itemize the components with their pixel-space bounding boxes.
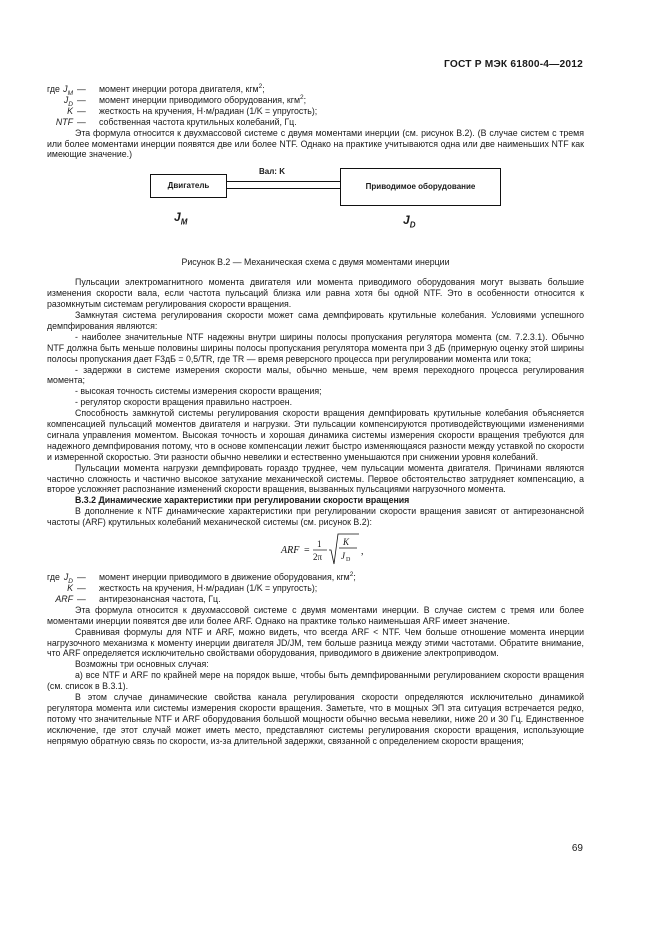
radical-den: J: [341, 551, 345, 562]
definition-text: жесткость на кручения, Н·м/радиан (1/K = упругость);: [99, 583, 318, 593]
definition-text: собственная частота крутильных колебаний, Гц.: [99, 116, 297, 127]
definition-row: [47, 594, 584, 605]
definition-text: момент инерции ротора двигателя, кгм$^2$;: [99, 83, 265, 94]
definition-text: антирезонансная частота, Гц.: [99, 593, 221, 604]
definition-dash: —: [77, 583, 86, 593]
definition-text: момент инерции приводимого в движение оборудования, кгм$^2$;: [99, 571, 356, 583]
paragraph: Возможны три основных случая:: [75, 659, 209, 670]
definition-dash: —: [77, 105, 86, 116]
paragraph: Способность замкнутой системы регулирования скорости вращения демпфировать крутильные колебания объясняется компенсацией пульсаций моментов двигателя и нагрузки. Эти пульсации компенсируются противодействующими изменениями сигнала управления моментом. Высокая точность и хорошая динамика системы измерения скорости вращения требуются для надежного демпфирования потому, что в основе компенсации лежит быстро изменяющаяся разности между уставкой по скорости и измеренной скоростью. Эти разности обычно невелики и естественно уменьшаются при снижении уровня колебаний.: [47, 408, 584, 462]
formula-lhs: ARF: [281, 545, 300, 557]
formula-num: 1: [317, 539, 322, 550]
arf-formula: [47, 528, 584, 572]
shaft-line: [227, 188, 340, 189]
definition-row: [47, 583, 584, 594]
load-inertia-label: $J_D$: [403, 213, 416, 230]
paragraph: Пульсации момента нагрузки демпфировать гораздо труднее, чем пульсации момента двигателя. Причинами являются частично сложность и частично высокое затухание механической системы. Первое обстоятельство затрудняет компенсацию, а второе усложняет распознание изменений скорости вращения, вызванных пульсациями нагрузочного момента.: [47, 462, 584, 495]
definition-row: где $J_M$ — момент инерции ротора двигателя, кгм$^2$;: [47, 84, 584, 95]
definition-dash: —: [77, 116, 86, 127]
definition-dash: —: [77, 94, 86, 105]
paragraph: Эта формула относится к двухмассовой системе с двумя моментами инерции. В случае систем с тремя или более моментами инерции появятся две или более ARF. Однако на практике только наименьшая ARF имеет значение.: [47, 604, 584, 626]
list-item: - высокая точность системы измерения скорости вращения;: [75, 386, 322, 397]
formula-den: 2π: [313, 552, 323, 563]
definition-text: жесткость на кручения, Н·м/радиан (1/K = упругость);: [99, 105, 318, 116]
formula-tail: ,: [361, 546, 364, 558]
definition-symbol: K: [67, 105, 73, 116]
figure-caption: Рисунок В.2 — Механическая схема с двумя моментами инерции: [181, 257, 450, 268]
definition-symbol: $J_D$: [63, 572, 73, 585]
shaft-line: [227, 181, 340, 182]
list-item: - задержки в системе измерения скорости малы, обычно меньше, чем время переходного процесса регулирования момента;: [47, 364, 584, 386]
definition-symbol: K: [67, 583, 73, 593]
definition-row: [47, 117, 584, 128]
paragraph: Сравнивая формулы для NTF и ARF, можно видеть, что всегда ARF < NTF. Чем больше отношение момента инерции нагрузочного механизма к моменту инерции двигателя JD/JM, тем больше разница между этими частотами. Обратите внимание, что ARF определяется исключительно свойствами оборудования, приводимого в движение электроприводом.: [47, 626, 585, 659]
list-item: - наиболее значительные NTF надежны внутри ширины полосы пропускания регулятора момента (см. 7.2.3.1). Обычно NTF должна быть меньше половины ширины полосы пропускания регулятора момента при 3 дБ (примерную оценку этой ширины полосы пропускания дает F3дБ = 0,5/TR, где TR — время реверсного процесса при регулировании момента или тока;: [47, 331, 584, 364]
definition-dash: —: [77, 84, 86, 94]
paragraph: В дополнение к NTF динамические характеристики при регулировании скорости вращения зависят от антирезонансной частоты (ARF) крутильных колебаний механической системы (см. рисунок В.2):: [47, 506, 584, 528]
formula-equals: =: [304, 545, 310, 557]
definition-row: где $J_D$ — момент инерции приводимого в движение оборудования, кгм$^2$;: [47, 572, 584, 583]
formula-graphic: [277, 528, 397, 572]
paragraph: В этом случае динамические свойства канала регулирования скорости определяются исключительно динамикой регулятора момента или системы измерения скорости вращения. Заметьте, что в мощных ЭП эта ситуация встречается редко, потому что значительные NTF и ARF оборудования большой мощности обычно весьма невелики, ниже 20 и 30 Гц. Единственное исключение, где этот случай может иметь место, представляют системы регулирования скорости вращения, использующие непрямую обратную связь по скорости, из-за длительной задержки, связанной с определением скорости вращения;: [47, 692, 584, 746]
paragraph: а) все NTF и ARF по крайней мере на порядок выше, чтобы быть демпфированными регулированием скорости вращения (см. список в В.3.1).: [47, 670, 584, 692]
shaft-label: Вал: K: [259, 167, 285, 177]
definition-symbol: NTF: [55, 116, 73, 127]
definition-text: момент инерции приводимого оборудования, кгм$^2$;: [99, 93, 307, 105]
definition-symbol: $J_D$: [63, 94, 73, 108]
paragraph: Пульсации электромагнитного момента двигателя или момента приводимого оборудования могут вызвать большие изменения скорости вала, если частота пульсаций близка или равна хотя бы одной NTF. Это в особенности относится к разомкнутым системам регулирования скорости вращения.: [47, 277, 584, 310]
paragraph: Замкнутая система регулирования скорости может сама демпфировать крутильные колебания. Условиями успешного демпфирования являются:: [47, 309, 584, 331]
definition-symbol: $J_M$: [63, 84, 73, 97]
standard-header: ГОСТ Р МЭК 61800-4—2012: [444, 59, 583, 70]
load-box: Приводимое оборудование: [340, 168, 501, 206]
paragraph: Эта формула относится к двухмассовой системе с двумя моментами инерции (см. рисунок В.2). (В случае систем с тремя или более моментами инерции появятся две или более NTF. Однако на практике учитываются одна или две наименьших NTF как имеющие значение.): [47, 127, 584, 160]
motor-box: Двигатель: [150, 174, 227, 198]
definition-dash: —: [77, 593, 86, 604]
definitions-list-motor: [47, 84, 584, 128]
radical-den-sub: D: [346, 557, 351, 564]
list-item: - регулятор скорости вращения правильно настроен.: [75, 397, 293, 408]
page-content: [47, 84, 584, 747]
definition-dash: —: [77, 572, 86, 583]
radical-num: K: [343, 537, 350, 548]
definitions-list-arf: [47, 572, 584, 605]
page-number: 69: [571, 843, 583, 854]
mechanical-diagram: [47, 168, 584, 252]
definition-row: [47, 95, 584, 106]
motor-inertia-label: $J_M$: [174, 210, 188, 227]
section-heading: В.3.2 Динамические характеристики при регулировании скорости вращения: [75, 495, 410, 506]
definition-symbol: ARF: [55, 593, 73, 604]
definition-row: [47, 106, 584, 117]
